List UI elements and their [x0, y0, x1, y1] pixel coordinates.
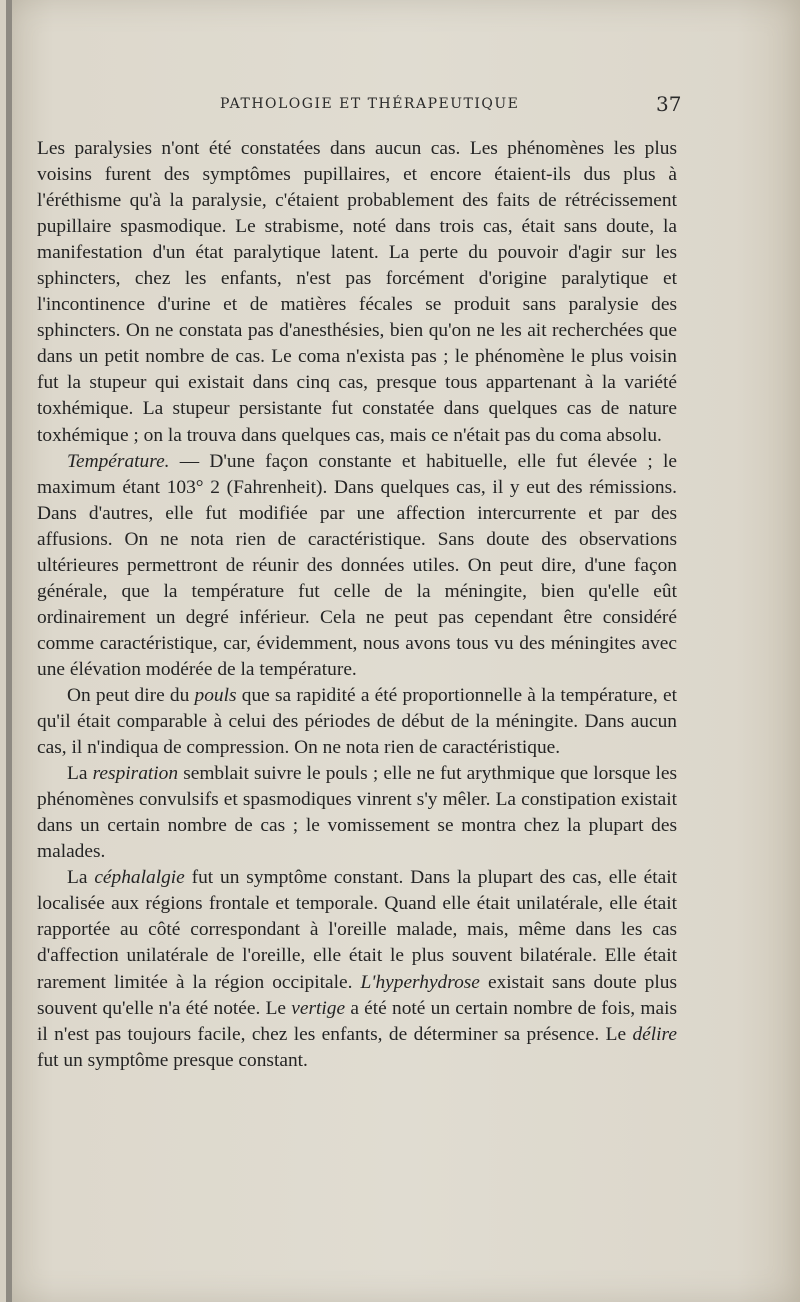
section-heading-temperature: Température. — [67, 450, 170, 472]
running-title: PATHOLOGIE ET THÉRAPEUTIQUE — [220, 96, 520, 112]
term-cephalalgie: céphalalgie — [94, 867, 185, 889]
term-respiration: respiration — [92, 763, 179, 785]
term-delire: délire — [632, 1023, 677, 1045]
book-page — [6, 0, 800, 1302]
paragraph-paralysies: Les paralysies n'ont été constatées dans aucun cas. Les phénomènes les plus voisins furent des symptômes pupillaires, et encore étaient-ils dus plus à l'éréthisme qu'à la paralysie, c'étaient probablement des faits de rétrécissement pupillaire spasmodique. Le strabisme, noté dans trois cas, était sans doute, la manifestation d'un état paralytique latent. La perte du pouvoir d'agir sur les sphincters, chez les enfants, n'est pas forcément d'origine paralytique et l'incontinence d'urine et de matières fécales se produit sans paralysie des sphincters. On ne constata pas d'anesthésies, bien qu'on ne les ait recherchées que dans un petit nombre de cas. Le coma n'exista pas ; le phénomène le plus voisin fut la stupeur qui existait dans cinq cas, presque tous appartenant à la variété toxhémique. La stupeur persistante fut constatée dans quelques cas de nature toxhémique ; on la trouva dans quelques cas, mais ce n'était pas du coma absolu. — [37, 138, 677, 446]
body-text — [37, 136, 677, 1074]
paragraph-cephalalgie: La céphalalgie fut un symptôme constant. Dans la plupart des cas, elle était localisée aux régions frontale et temporale. Quand elle était unilatérale, elle était rapportée au côté correspondant à l'oreille malade, mais, même dans les cas d'affection unilatérale de l'oreille, elle était le plus souvent bilatérale. Elle était rarement limitée à la région occipitale. L'hyperhydrose existait sans doute plus souvent qu'elle n'a été notée. Le vertige a été noté un certain nombre de fois, mais il n'est pas toujours facile, chez les enfants, de déterminer sa présence. Le délire fut un symptôme presque constant. — [37, 867, 677, 1071]
paragraph-temperature: Température. — D'une façon constante et habituelle, elle fut élevée ; le maximum étant 103° 2 (Fahrenheit). Dans quelques cas, il y eut des rémissions. Dans d'autres, elle fut modifiée par une affection intercurrente et par des affusions. On ne nota rien de caractéristique. Sans doute des observations ultérieures permettront de réunir des données utiles. On peut dire, d'une façon générale, que la température fut celle de la méningite, bien qu'elle eût ordinairement un degré inférieur. Cela ne peut pas cependant être considéré comme caractéristique, car, évidemment, nous avons tous vu des méningites avec une élévation modérée de la température. — [37, 450, 677, 680]
paragraph-pouls: On peut dire du pouls que sa rapidité a été proportionnelle à la température, et qu'il était comparable à celui des périodes de début de la méningite. Dans aucun cas, il n'indiqua de compression. On ne nota rien de caractéristique. — [37, 684, 677, 759]
page-header — [6, 92, 800, 118]
page-binding-edge — [6, 0, 12, 1302]
term-vertige: vertige — [291, 997, 346, 1019]
page-number: 37 — [656, 92, 682, 116]
paragraph-respiration: La respiration semblait suivre le pouls ; elle ne fut arythmique que lorsque les phénomènes convulsifs et spasmodiques vinrent s'y mêler. La constipation existait dans un certain nombre de cas ; le vomissement se montra chez la plupart des malades. — [37, 763, 677, 863]
term-hyperhydrose: L'hyperhydrose — [360, 971, 480, 993]
term-pouls: pouls — [194, 684, 237, 706]
